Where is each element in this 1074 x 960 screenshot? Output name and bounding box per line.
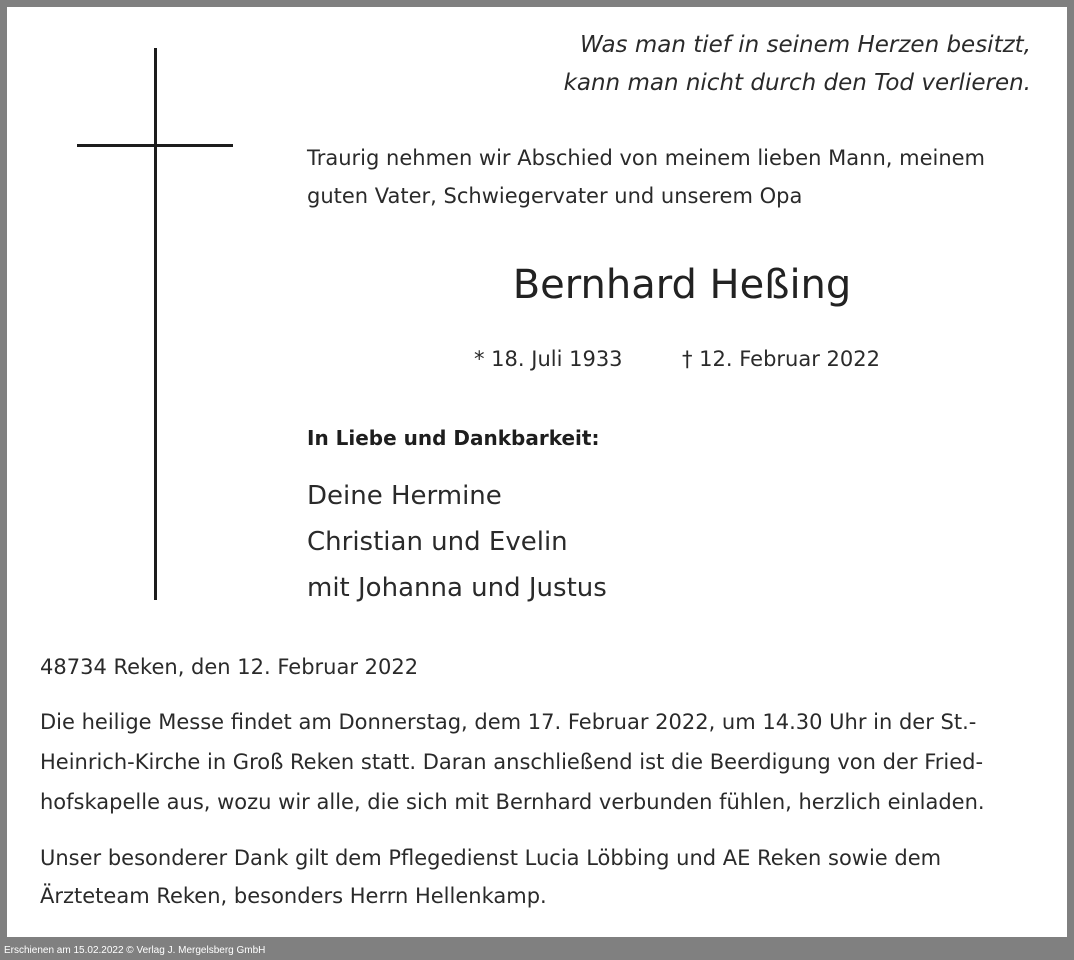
thanks-line-1: Unser besonderer Dank gilt dem Pflegedienst Lucia Löbbing und AE Reken sowie dem [40, 846, 942, 870]
thanks-line-2: Ärzteteam Reken, besonders Herrn Hellenkamp. [40, 884, 547, 908]
quote-line-1: Was man tief in seinem Herzen besitzt, [579, 32, 1031, 58]
death-date: † 12. Februar 2022 [682, 347, 880, 371]
mourner-name: Christian und Evelin [307, 527, 568, 557]
mourner-name: Deine Hermine [307, 481, 502, 511]
publication-footer: Erschienen am 15.02.2022 © Verlag J. Mergelsberg GmbH [4, 945, 266, 956]
mourner-name: mit Johanna und Justus [307, 573, 607, 603]
birth-date: * 18. Juli 1933 [474, 347, 623, 371]
service-line-1: Die heilige Messe findet am Donnerstag, dem 17. Februar 2022, um 14.30 Uhr in der St.- [40, 710, 977, 734]
place-date: 48734 Reken, den 12. Februar 2022 [40, 655, 419, 679]
cross-icon-vertical [154, 48, 157, 600]
intro-line-1: Traurig nehmen wir Abschied von meinem lieben Mann, meinem [307, 146, 986, 170]
mourners-heading: In Liebe und Dankbarkeit: [307, 426, 600, 450]
cross-icon-horizontal [77, 144, 233, 147]
obituary-card [7, 7, 1067, 937]
service-line-3: hofskapelle aus, wozu wir alle, die sich mit Bernhard verbunden fühlen, herzlich einladen. [40, 790, 985, 814]
intro-line-2: guten Vater, Schwiegervater und unserem Opa [307, 184, 803, 208]
quote-line-2: kann man nicht durch den Tod verlieren. [563, 70, 1031, 96]
deceased-name: Bernhard Heßing [512, 262, 852, 308]
service-line-2: Heinrich-Kirche in Groß Reken statt. Daran anschließend ist die Beerdigung von der Fried- [40, 750, 984, 774]
